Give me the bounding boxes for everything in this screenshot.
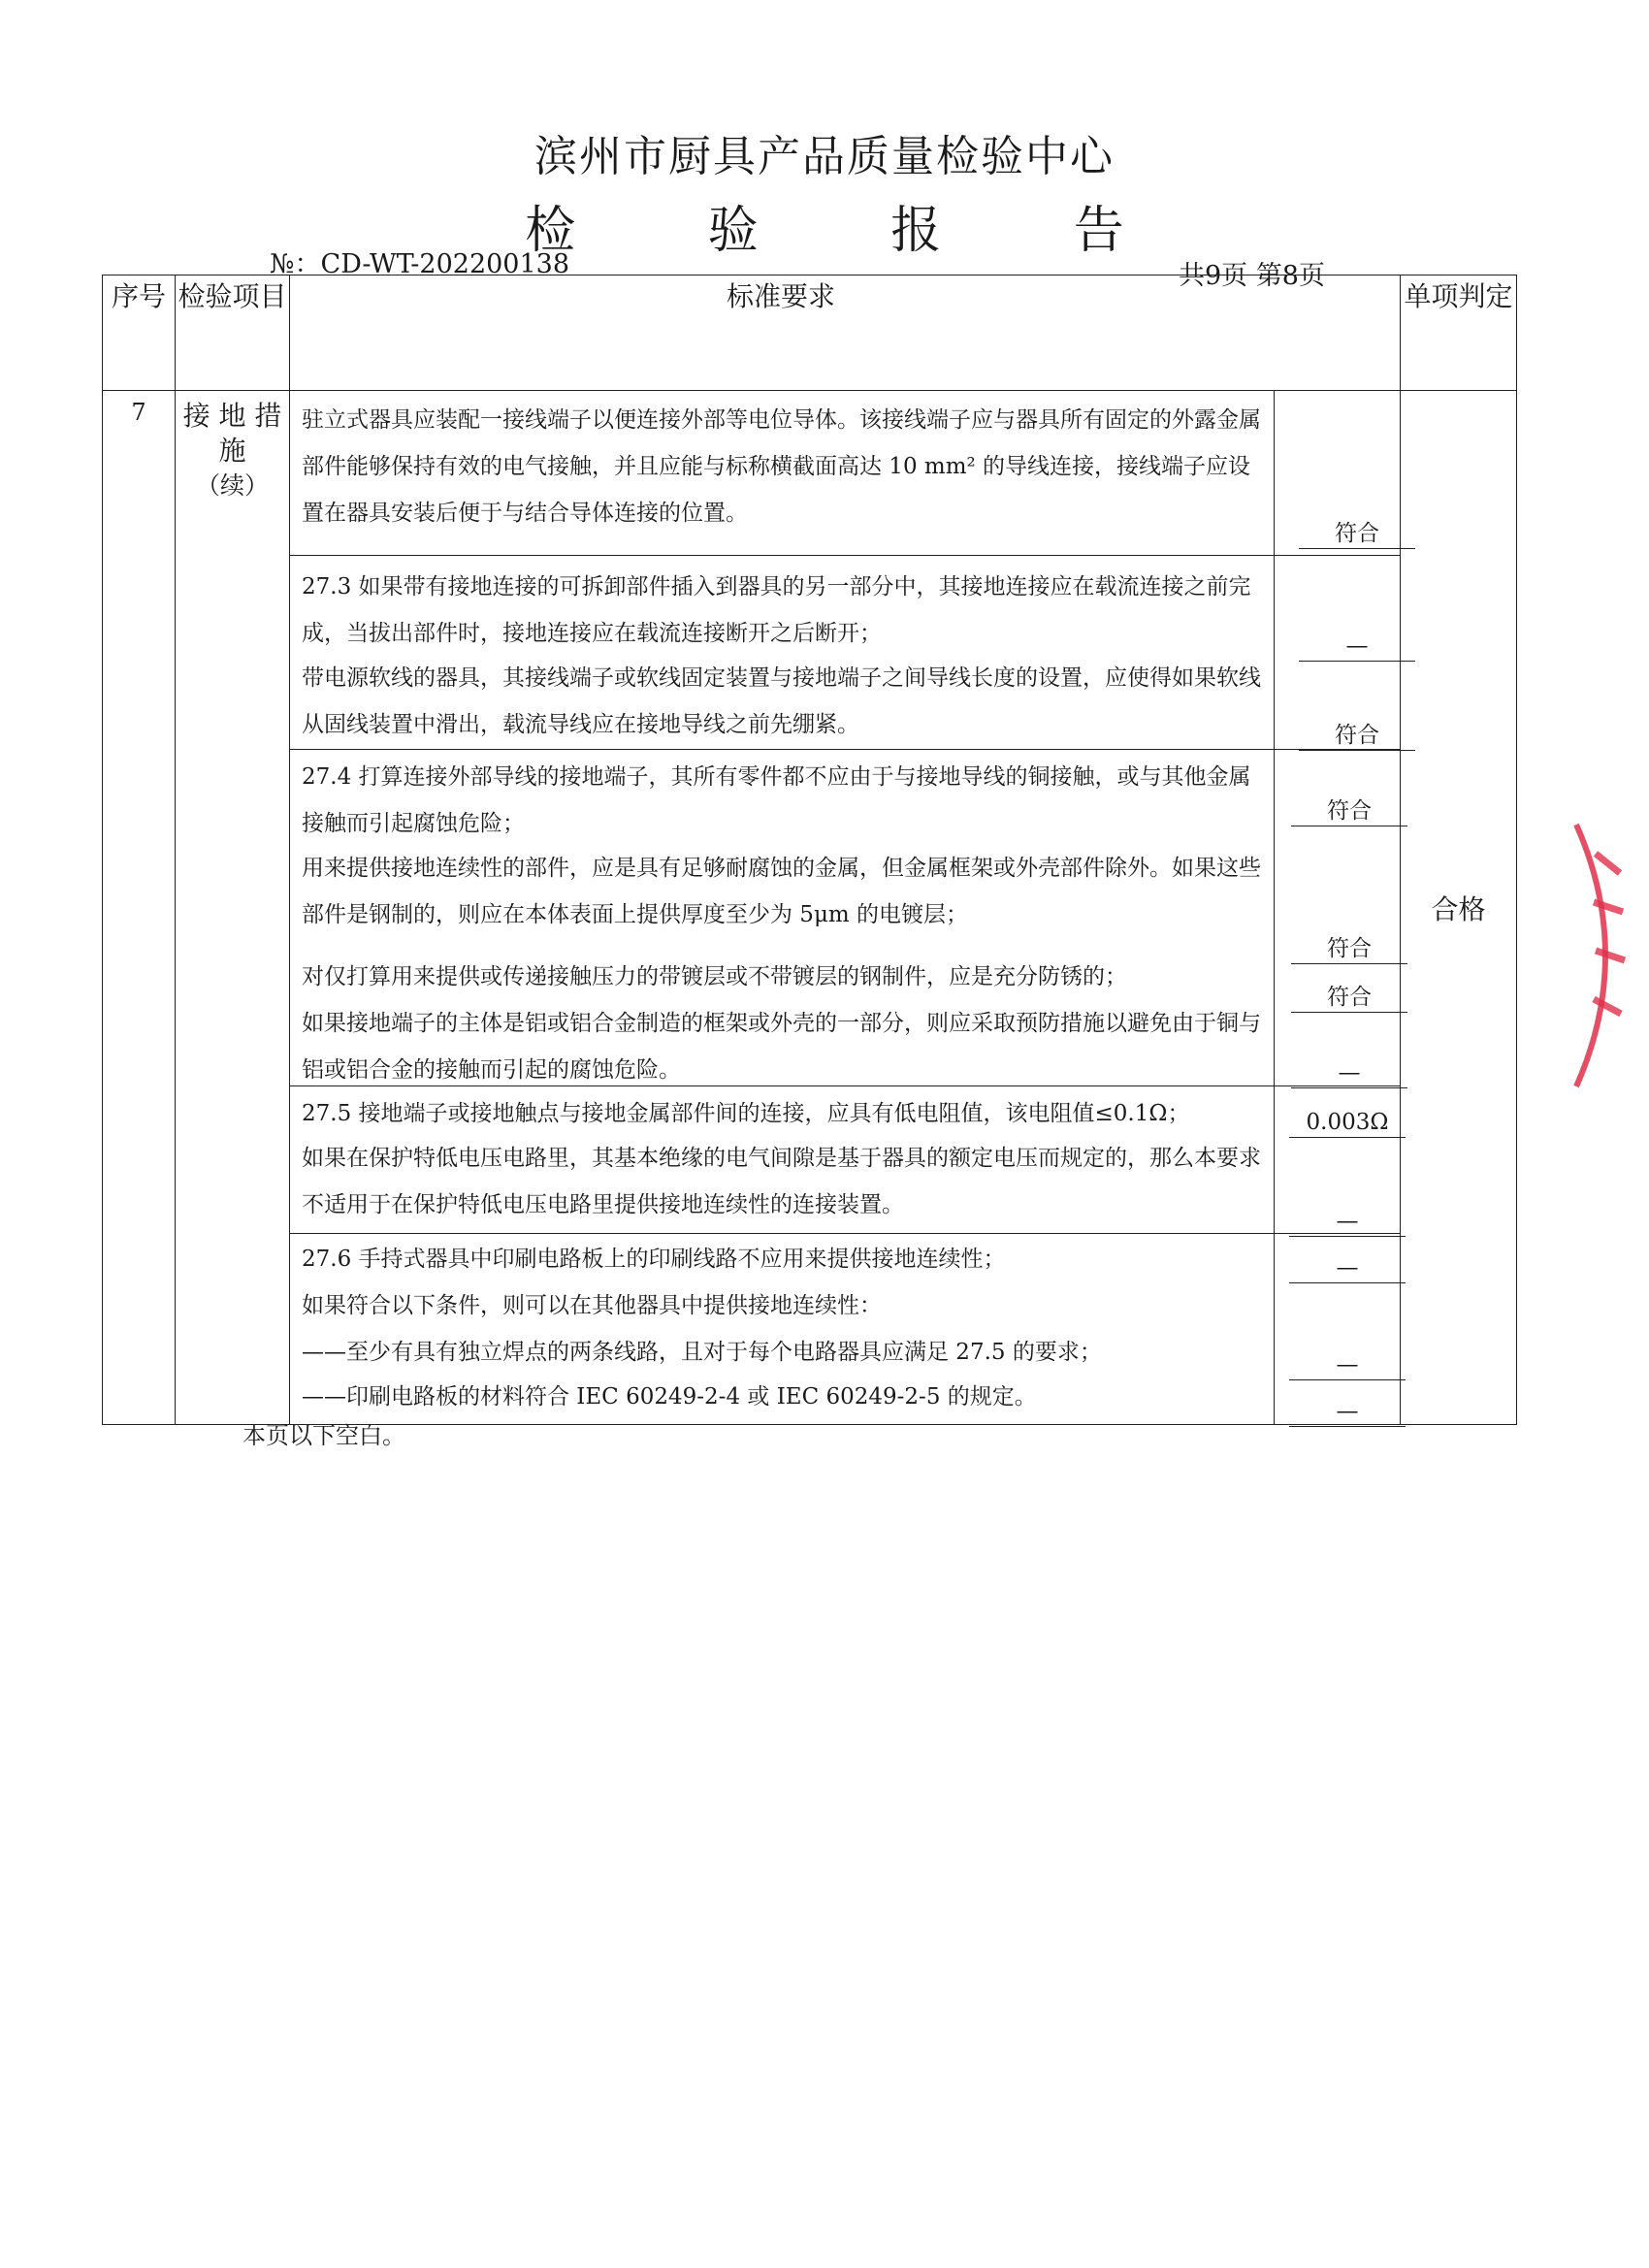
table-header-row <box>103 275 1517 391</box>
requirement-text: 如果符合以下条件，则可以在其他器具中提供接地连续性： <box>302 1293 882 1318</box>
inspection-result: 符合 <box>1299 519 1415 549</box>
row-item-continued: （续） <box>195 471 269 500</box>
requirement-block <box>290 1086 1400 1234</box>
inspection-result: — <box>1299 632 1415 662</box>
row-item-label: 接 地 措 施 <box>182 400 282 467</box>
requirement-text: 27.5 接地端子或接地触点与接地金属部件间的连接，应具有低电阻值，该电阻值≤0.1Ω； <box>302 1101 1190 1126</box>
inspection-result: — <box>1289 1253 1406 1283</box>
requirements-cell <box>290 391 1401 1425</box>
header-item: 检验项目 <box>176 275 290 391</box>
org-name: 滨州市厨具产品质量检验中心 <box>534 132 1115 181</box>
inspection-result: 0.003Ω <box>1289 1108 1406 1138</box>
seal-stamp <box>1567 815 1644 1096</box>
inspection-result: 符合 <box>1291 934 1407 964</box>
requirement-text: ——印刷电路板的材料符合 IEC 60249-2-4 或 IEC 60249-2-5 的规定。 <box>302 1384 1037 1409</box>
row-item <box>176 391 290 1425</box>
requirement-text: 对仅打算用来提供或传递接触压力的带镀层或不带镀层的钢制件，应是充分防锈的； <box>302 964 1127 989</box>
requirement-text: 带电源软线的器具，其接线端子或软线固定装置与接地端子之间导线长度的设置，应使得如果软线从固线装置中滑出，载流导线应在接地导线之前先绷紧。 <box>302 665 1261 737</box>
inspection-table <box>102 275 1517 1425</box>
inspection-result: — <box>1289 1350 1406 1380</box>
requirement-text: 27.3 如果带有接地连接的可拆卸部件插入到器具的另一部分中，其接地连接应在载流连接之前完成，当拔出部件时，接地连接应在载流连接断开之后断开； <box>302 574 1251 646</box>
inspection-result: 符合 <box>1291 796 1407 826</box>
requirement-block <box>290 556 1400 750</box>
table-row <box>103 391 1517 1425</box>
requirement-text: ——至少有具有独立焊点的两条线路，且对于每个电路器具应满足 27.5 的要求； <box>302 1340 1102 1365</box>
requirement-block <box>290 1234 1400 1424</box>
blank-note: 本页以下空白。 <box>242 1422 405 1449</box>
requirement-block <box>290 391 1400 556</box>
header-requirement: 标准要求 <box>290 275 1401 391</box>
report-number: №：CD-WT-202200138 <box>270 249 570 279</box>
requirement-text: 27.4 打算连接外部导线的接地端子，其所有零件都不应由于与接地导线的铜接触，或与其他金属接触而引起腐蚀危险； <box>302 764 1251 836</box>
row-seq: 7 <box>103 391 176 1425</box>
inspection-result: — <box>1289 1397 1406 1427</box>
inspection-result: — <box>1289 1207 1406 1237</box>
header-seq: 序号 <box>103 275 176 391</box>
row-verdict: 合格 <box>1401 391 1517 1425</box>
report-title: 检 验 报 告 <box>525 202 1182 260</box>
page-info: 共9页 第8页 <box>1179 261 1325 291</box>
inspection-result: 符合 <box>1299 721 1415 751</box>
requirement-text: 驻立式器具应装配一接线端子以便连接外部等电位导体。该接线端子应与器具所有固定的外露金属部件能够保持有效的电气接触，并且应能与标称横截面高达 10 mm² 的导线连接，接线端子应设置在器具安装后便于与结合导体连接的位置。 <box>302 407 1261 526</box>
requirement-block <box>290 750 1400 1086</box>
inspection-result: — <box>1291 1058 1407 1088</box>
inspection-result: 符合 <box>1291 983 1407 1013</box>
requirement-text: 如果在保护特低电压电路里，其基本绝缘的电气间隙是基于器具的额定电压而规定的，那么本要求不适用于在保护特低电压电路里提供接地连续性的连接装置。 <box>302 1146 1261 1217</box>
requirement-text: 如果接地端子的主体是铝或铝合金制造的框架或外壳的一部分，则应采取预防措施以避免由于铜与铝或铝合金的接触而引起的腐蚀危险。 <box>302 1011 1261 1083</box>
requirement-text: 用来提供接地连续性的部件，应是具有足够耐腐蚀的金属，但金属框架或外壳部件除外。如果这些部件是钢制的，则应在本体表面上提供厚度至少为 5μm 的电镀层； <box>302 856 1261 927</box>
requirement-text: 27.6 手持式器具中印刷电路板上的印刷线路不应用来提供接地连续性； <box>302 1247 1006 1272</box>
header-verdict: 单项判定 <box>1401 275 1517 391</box>
